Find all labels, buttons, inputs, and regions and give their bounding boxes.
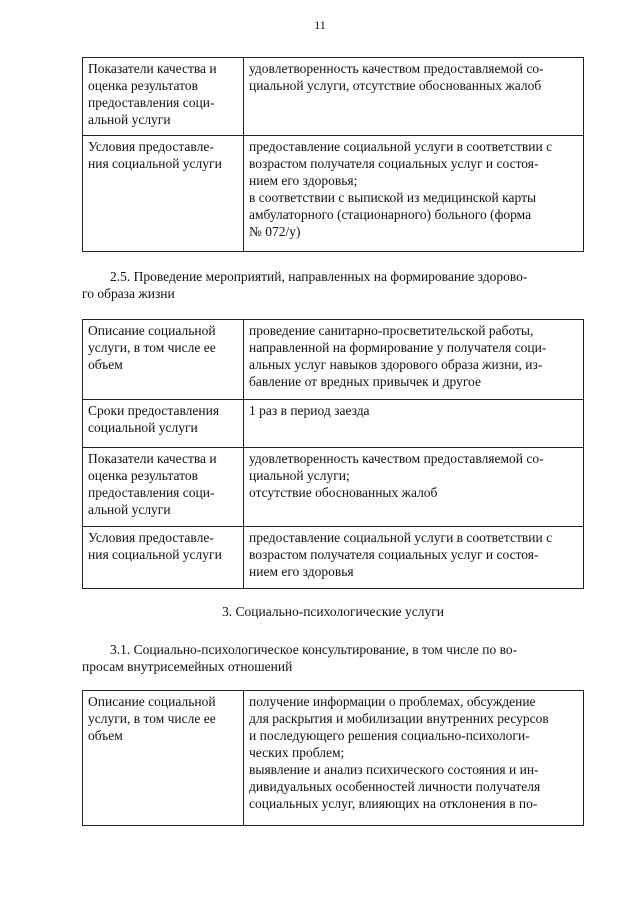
row-value <box>244 320 584 400</box>
section-heading-3-1 <box>82 641 584 675</box>
value-line: ческих проблем; <box>249 745 345 760</box>
label-line: Описание социальной <box>88 323 216 338</box>
section-title-3: 3. Социально-психологические услуги <box>222 604 444 619</box>
label-line: социальной услуги <box>88 420 198 435</box>
value-line: бавление от вредных привычек и другое <box>249 374 481 389</box>
label-line: Условия предоставле- <box>88 530 214 545</box>
label-line: Сроки предоставления <box>88 403 220 418</box>
table-psychological-consulting <box>82 690 584 826</box>
label-line: Показатели качества и <box>88 61 217 76</box>
label-line: услуги, в том числе ее <box>88 340 216 355</box>
row-value <box>244 527 584 589</box>
label-line: альной услуги <box>88 112 171 127</box>
label-line: Описание социальной <box>88 694 216 709</box>
value-line: проведение санитарно-просветительской работы, <box>249 323 534 338</box>
heading-line: 2.5. Проведение мероприятий, направленных на формирование здорово- <box>110 269 528 284</box>
row-value <box>244 136 584 252</box>
heading-line: го образа жизни <box>82 286 175 301</box>
table-row <box>83 320 584 400</box>
row-value <box>244 691 584 826</box>
value-line: циальной услуги; <box>249 468 350 483</box>
label-line: ния социальной услуги <box>88 547 222 562</box>
label-line: предоставления соци- <box>88 485 215 500</box>
value-line: для раскрытия и мобилизации внутренних ресурсов <box>249 711 549 726</box>
value-line: направленной на формирование у получателя соци- <box>249 340 547 355</box>
value-line: альных услуг навыков здорового образа жизни, из- <box>249 357 543 372</box>
label-line: оценка результатов <box>88 78 198 93</box>
value-line: отсутствие обоснованных жалоб <box>249 485 438 500</box>
table-row <box>83 400 584 448</box>
value-line: предоставление социальной услуги в соответствии с <box>249 139 553 154</box>
label-line: Показатели качества и <box>88 451 217 466</box>
row-label <box>83 448 244 527</box>
value-line: нием его здоровья; <box>249 173 358 188</box>
value-line: нием его здоровья <box>249 564 354 579</box>
table-row <box>83 527 584 589</box>
value-line: 1 раз в период заезда <box>249 403 370 418</box>
label-line: альной услуги <box>88 502 171 517</box>
section-heading-2-5 <box>82 268 584 302</box>
table-row <box>83 448 584 527</box>
value-line: выявление и анализ психического состояния и ин- <box>249 762 539 777</box>
row-label <box>83 400 244 448</box>
label-line: Условия предоставле- <box>88 139 214 154</box>
page-number: 11 <box>314 18 326 32</box>
row-value <box>244 58 584 136</box>
value-line: социальных услуг, влияющих на отклонения в по- <box>249 796 538 811</box>
value-line: циальной услуги, отсутствие обоснованных жалоб <box>249 78 542 93</box>
value-line: удовлетворенность качеством предоставляемой со- <box>249 61 544 76</box>
value-line: амбулаторного (стационарного) больного (форма <box>249 207 532 222</box>
value-line: и последующего решения социально-психологи- <box>249 728 530 743</box>
row-label <box>83 691 244 826</box>
table-row <box>83 691 584 826</box>
heading-line: 3.1. Социально-психологическое консультирование, в том числе по во- <box>110 642 518 657</box>
row-value <box>244 448 584 527</box>
label-line: объем <box>88 357 123 372</box>
value-line: дивидуальных особенностей личности получателя <box>249 779 541 794</box>
table-row <box>83 136 584 252</box>
value-line: № 072/у) <box>249 224 301 239</box>
table-row <box>83 58 584 136</box>
label-line: предоставления соци- <box>88 95 215 110</box>
value-line: возрастом получателя социальных услуг и состоя- <box>249 547 539 562</box>
value-line: возрастом получателя социальных услуг и состоя- <box>249 156 539 171</box>
value-line: получение информации о проблемах, обсуждение <box>249 694 536 709</box>
row-value <box>244 400 584 448</box>
row-label <box>83 320 244 400</box>
table-quality-conditions <box>82 57 584 252</box>
label-line: объем <box>88 728 123 743</box>
value-line: предоставление социальной услуги в соответствии с <box>249 530 553 545</box>
row-label <box>83 136 244 252</box>
value-line: в соответствии с выпиской из медицинской карты <box>249 190 537 205</box>
row-label <box>83 58 244 136</box>
table-healthy-lifestyle <box>82 319 584 589</box>
value-line: удовлетворенность качеством предоставляемой со- <box>249 451 544 466</box>
row-label <box>83 527 244 589</box>
heading-line: просам внутрисемейных отношений <box>82 659 293 674</box>
label-line: услуги, в том числе ее <box>88 711 216 726</box>
label-line: оценка результатов <box>88 468 198 483</box>
label-line: ния социальной услуги <box>88 156 222 171</box>
